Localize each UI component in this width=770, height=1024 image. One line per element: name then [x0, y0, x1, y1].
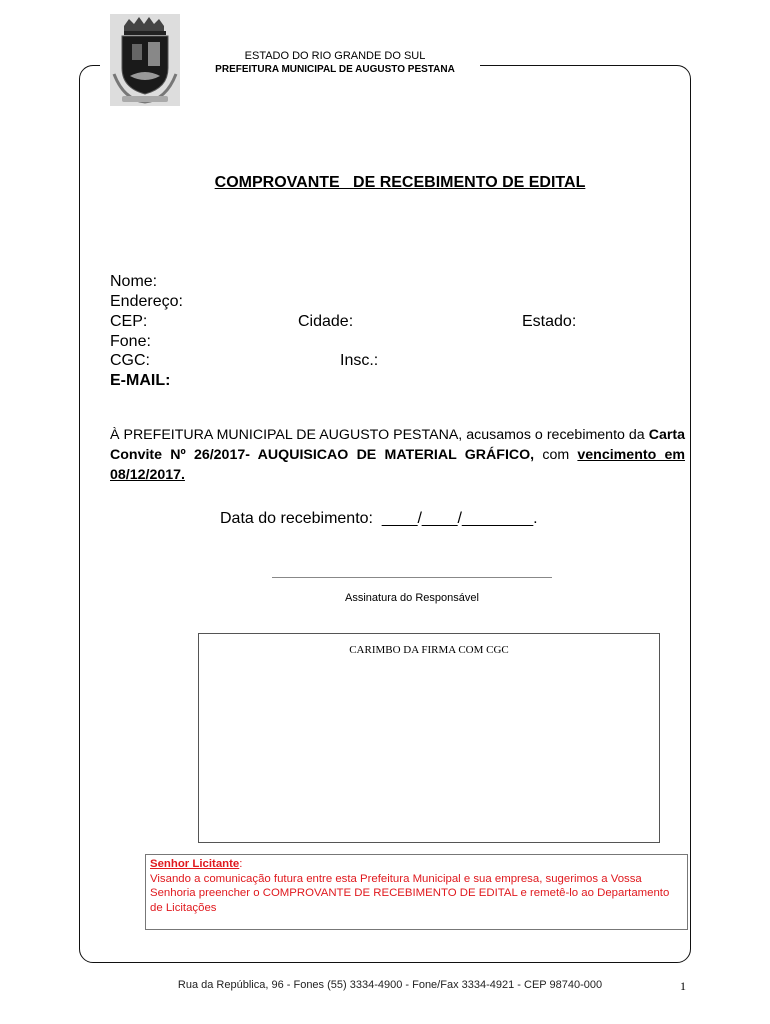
notice-body: Visando a comunicação futura entre esta Prefeitura Municipal e sua empresa, sugerimos a Vossa Senhoria preencher o COMPROVANTE DE RECEBIMENTO DE EDITAL e remetê-lo ao Departamento de Licitações — [150, 872, 670, 914]
footer-address: Rua da República, 96 - Fones (55) 3334-4900 - Fone/Fax 3334-4921 - CEP 98740-000 — [177, 979, 603, 991]
document-title: COMPROVANTE DE RECEBIMENTO DE EDITAL — [214, 174, 586, 191]
header-state: ESTADO DO RIO GRANDE DO SUL — [244, 50, 426, 62]
field-fone: Fone: — [110, 333, 151, 350]
signature-line — [272, 577, 552, 578]
notice-heading: Senhor Licitante — [150, 858, 240, 870]
paragraph-bold: Carta Convite Nº 26/2017- AUQUISICAO DE MATERIAL GRÁFICO, — [110, 427, 685, 463]
signature-caption: Assinatura do Responsável — [345, 592, 479, 604]
field-nome: Nome: — [110, 273, 158, 290]
field-cep: CEP: — [110, 313, 148, 330]
paragraph-part2: com — [534, 447, 578, 463]
field-cidade: Cidade: — [298, 313, 354, 330]
header-municipality: PREFEITURA MUNICIPAL DE AUGUSTO PESTANA — [215, 64, 455, 75]
page-number: 1 — [680, 979, 686, 993]
field-estado: Estado: — [522, 313, 577, 330]
field-endereco: Endereço: — [110, 293, 183, 310]
bidder-notice-box — [145, 854, 688, 930]
acknowledgement-paragraph — [110, 425, 685, 485]
paragraph-part1: À PREFEITURA MUNICIPAL DE AUGUSTO PESTANA, acusamos o recebimento da — [110, 427, 649, 443]
stamp-label: CARIMBO DA FIRMA COM CGC — [349, 644, 509, 656]
notice-colon: : — [239, 858, 243, 870]
municipal-coat-of-arms-icon — [110, 14, 180, 106]
field-insc: Insc.: — [340, 352, 379, 369]
field-email: E-MAIL: — [110, 372, 171, 389]
company-stamp-box — [198, 633, 660, 843]
paragraph-underline: vencimento em 08/12/2017. — [110, 447, 685, 483]
date-received-line: Data do recebimento: ____/____/________. — [220, 510, 538, 527]
field-cgc: CGC: — [110, 352, 150, 369]
